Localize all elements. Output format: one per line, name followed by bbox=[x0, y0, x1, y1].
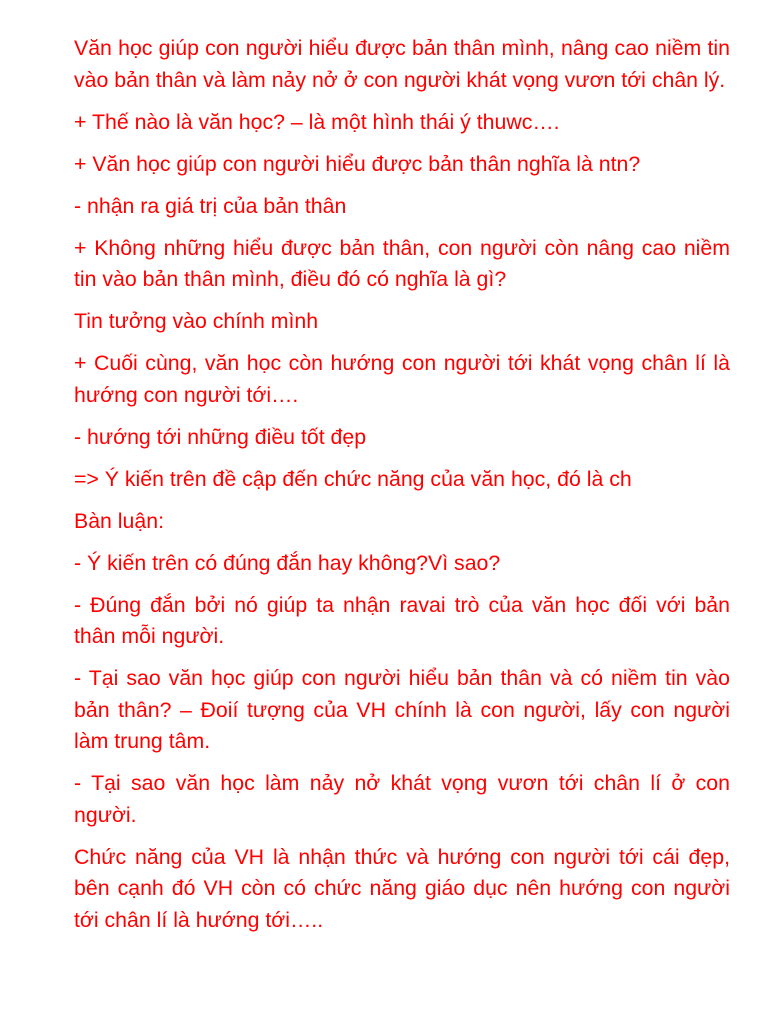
paragraph-answer-goodness: - hướng tới những điều tốt đẹp bbox=[74, 424, 367, 449]
paragraph-question-why-understanding: - Tại sao văn học giúp con người hiểu bản thân và có niềm tin vào bản thân? – Đoií tượng của VH chính là con người, lấy con người làm trung tâm. bbox=[74, 666, 730, 753]
paragraph-answer-self-value: - nhận ra giá trị của bản thân bbox=[74, 193, 347, 218]
paragraph-heading-discussion: Bàn luận: bbox=[74, 508, 164, 533]
paragraph-question-why-aspiration: - Tại sao văn học làm nảy nở khát vọng vươn tới chân lí ở con người. bbox=[74, 771, 730, 827]
paragraph-answer-correctness: - Đúng đắn bởi nó giúp ta nhận ravai trò của văn học đối với bản thân mỗi người. bbox=[74, 592, 730, 648]
paragraph-question-self-understanding: + Văn học giúp con người hiểu được bản thân nghĩa là ntn? bbox=[74, 151, 641, 176]
paragraph-question-self-belief: + Không những hiểu được bản thân, con người còn nâng cao niềm tin vào bản thân mình, điều đó có nghĩa là gì? bbox=[74, 235, 730, 291]
paragraph-question-definition: + Thế nào là văn học? – là một hình thái ý thuwc…. bbox=[74, 109, 560, 134]
paragraph-question-correctness: - Ý kiến trên có đúng đắn hay không?Vì sao? bbox=[74, 550, 501, 575]
paragraph-answer-self-trust: Tin tưởng vào chính mình bbox=[74, 309, 319, 333]
paragraph-conclusion-function: => Ý kiến trên đề cập đến chức năng của văn học, đó là ch bbox=[74, 466, 632, 491]
document-page bbox=[74, 33, 730, 947]
paragraph-intro: Văn học giúp con người hiểu được bản thân mình, nâng cao niềm tin vào bản thân và làm nảy nở ở con người khát vọng vươn tới chân lý. bbox=[74, 36, 730, 92]
paragraph-final-function: Chức năng của VH là nhận thức và hướng con người tới cái đẹp, bên cạnh đó VH còn có chức năng giáo dục nên hướng con người tới chân lí là hướng tới….. bbox=[74, 844, 730, 932]
paragraph-question-truth: + Cuối cùng, văn học còn hướng con người tới khát vọng chân lí là hướng con người tới…. bbox=[74, 351, 730, 407]
